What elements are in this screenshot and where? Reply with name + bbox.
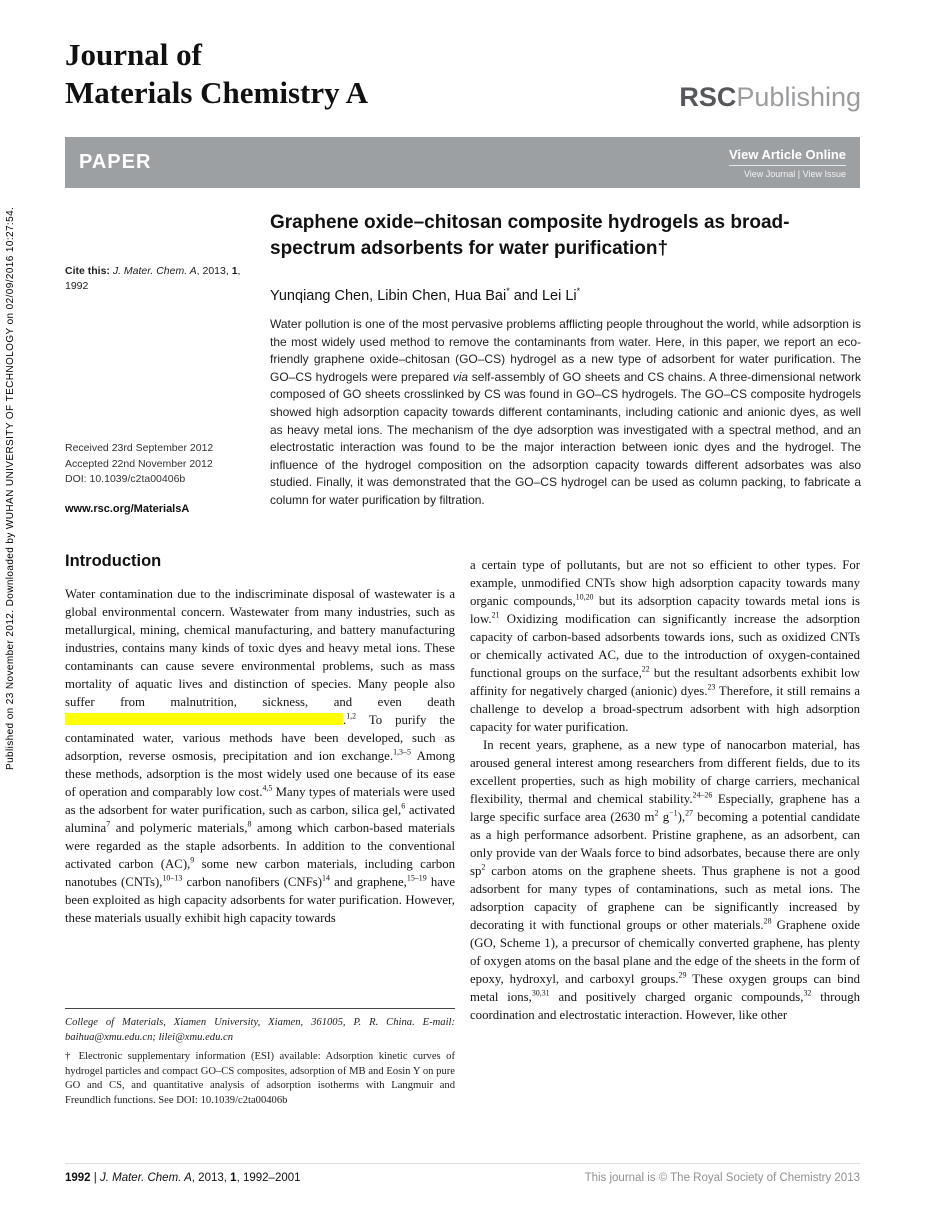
esi-footnote: † Electronic supplementary information (ESI) available: Adsorption kinetic curves of hydrogel particles and compact GO–CS composites, adsorption of MB and Eosin Y on pure GO and CS, and quantitative analysis of adsorption isotherms with Langmuir and Freundlich functions. See DOI: 10.1039/c2ta00406b [65,1051,455,1106]
view-article-online-link[interactable]: View Article Online [728,146,846,162]
download-watermark: Published on 23 November 2012. Downloaded by WUHAN UNIVERSITY OF TECHNOLOGY on 02/09/2016 10:27:54. [5,206,16,770]
cite-this: Cite this: J. Mater. Chem. A, 2013, 1, 1992 [65,265,241,292]
article-title: Graphene oxide–chitosan composite hydrogels as broad-spectrum adsorbents for water purification† [270,212,790,259]
article-abstract: Water pollution is one of the most pervasive problems afflicting people throughout the world, while adsorption is the most widely used method to remove the contaminants from water. Here, in this paper, we report an eco-friendly graphene oxide–chitosan (GO–CS) hydrogel as a new type of adsorbent for water purification. The GO–CS hydrogels were prepared via self-assembly of GO sheets and CS chains. A three-dimensional network composed of GO sheets crosslinked by CS was found in GO–CS hydrogels. The GO–CS composite hydrogels showed high adsorption capacity towards different contaminants, including cationic and anionic dyes, as well as heavy metal ions. The mechanism of the dye adsorption was investigated with a spectral method, and an electrostatic interaction was found to be the major interaction between ionic dyes and the hydrogel. The influence of the hydrogel composition on the adsorption capacity towards different adsorbates was also studied. Finally, it was demonstrated that the GO–CS hydrogel can be used as column packing, to fabricate a column for water purification by filtration. [270,317,861,507]
rsc-publishing-logo [679,82,861,113]
footer-copyright: This journal is © The Royal Society of Chemistry 2013 [584,1172,860,1184]
doi: DOI: 10.1039/c2ta00406b [65,473,186,485]
journal-name-line2: Materials Chemistry A [65,75,369,110]
article-authors: Yunqiang Chen, Libin Chen, Hua Bai* and Lei Li* [270,286,581,304]
page-footer [65,1163,860,1184]
journal-name-line1: Journal of [65,37,202,72]
journal-masthead [65,36,368,112]
affiliation-footnote: College of Materials, Xiamen University, Xiamen, 361005, P. R. China. E-mail: baihua@xmu.edu.cn; lilei@xmu.edu.cn [65,1017,455,1043]
view-journal-view-issue-links[interactable]: View Journal | View Issue [729,165,846,179]
received-accepted-dates [65,440,260,472]
publisher-logo-rsc: RSC [679,82,737,112]
journal-website: www.rsc.org/MaterialsA [65,503,190,515]
footer-citation: 1992 | J. Mater. Chem. A, 2013, 1, 1992–2001 [65,1172,301,1184]
body-left-column [65,552,455,1004]
highlight-redaction [65,713,343,725]
received-date: Received 23rd September 2012 [65,442,214,454]
intro-paragraph-right-2: In recent years, graphene, as a new type of nanocarbon material, has aroused general interest among researchers from different fields, due to its excellent properties, such as high mobility of charge carriers, mechanical flexibility, thermal and chemical stability.$^{24-26}$ Especially, graphene has a large specific surface area (2630 $m^2$ $g^{-1}),^{27}$ becoming a potential candidate as a high performance adsorbent. Pristine graphene, as an adsorbent, can only provide van der Waals force to bind adsorbates, because there are only $sp^2$ carbon atoms on the graphene sheets. Thus graphene is not a good adsorbent for many types of contaminations, such as metal ions. The adsorption capacity of graphene can be significantly increased by decorating it with functional groups or other materials.$^{28}$ Graphene oxide (GO, Scheme 1), a precursor of chemically converted graphene, has plenty of oxygen atoms on the basal plane and the edge of the sheets in the form of epoxy, hydroxyl, and carboxyl groups.$^{29}$ These oxygen groups can bind metal ions,$^{30,31}$ and positively charged organic compounds,$^{32}$ through coordination and electrostatic interaction. However, like other [470,738,860,1022]
intro-paragraph-left: Water contamination due to the indiscriminate disposal of wastewater is a global environmental concern. Wastewater from many industries, such as metallurgical, mining, chemical manufacturing, and battery manufacturing industries, contains many kinds of toxic dyes and heavy metal ions. These contaminants can cause severe environmental problems, such as mass mortality of aquatic lives and distinction of species. Many people also suffer from malnutrition, sickness, and even death .$^{1,2}$ To purify the contaminated water, various methods have been developed, such as adsorption, reverse osmosis, precipitation and ion exchange.$^{1,3-5}$ Among these methods, adsorption is the most widely used one because of its ease of operation and comparably low cost.$^{4,5}$ Many types of materials were used as the adsorbent for water purification, such as carbon, silica gel,$^6$ activated alumina$^7$ and polymeric materials,$^8$ among which carbon-based materials were regarded as the staple adsorbents. In addition to the conventional activated carbon (AC),$^9$ some new carbon materials, including carbon nanotubes (CNTs),$^{10-13}$ carbon nanofibers (CNFs)$^{14}$ and graphene,$^{15-19}$ have been exploited as high capacity adsorbents for water purification. However, these materials usually exhibit high capacity towards [65,587,455,925]
body-right-column [470,556,860,1156]
paper-type-label: PAPER [79,151,152,173]
footnotes [65,1008,455,1109]
publisher-logo-publishing: Publishing [736,82,861,112]
section-heading-introduction: Introduction [65,552,162,570]
accepted-date: Accepted 22nd November 2012 [65,458,213,470]
paper-type-banner [65,137,860,188]
intro-paragraph-right-1: a certain type of pollutants, but are not so efficient to other types. For example, unmodified CNTs show high adsorption capacity towards many organic compounds,$^{10,20}$ but its adsorption capacity towards metal ions is low.$^{21}$ Oxidizing modification can significantly increase the adsorption capacity of carbon-based adsorbents towards ions, such as oxidized CNTs or chemically activated AC, due to the introduction of oxygen-contained functional groups on the surface,$^{22}$ but the resultant adsorbents exhibit low affinity for negatively charged (anionic) dyes.$^{23}$ Therefore, it still remains a challenge to develop a broad-spectrum adsorbent with high adsorption capacity for water purification. [470,558,860,734]
banner-links [729,147,846,179]
